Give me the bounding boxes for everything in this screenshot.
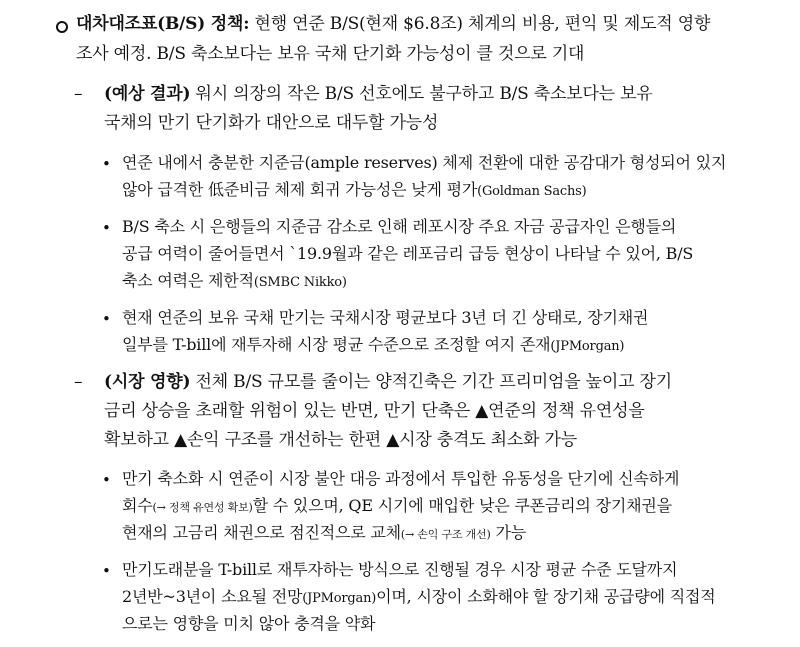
bullet-2-2-source: (JPMorgan) (302, 591, 377, 606)
section-2-line-3: 확보하고 ▲손익 구조를 개선하는 한편 ▲시장 충격도 최소화 가능 (104, 430, 577, 450)
heading-line-1 (76, 12, 710, 36)
bullet-2-1-text-3b: 가능 (490, 523, 526, 542)
hollow-circle-icon (56, 21, 68, 33)
section-2-title: (시장 영향) (104, 372, 191, 392)
section-2-dash: – (74, 372, 83, 392)
heading-colon: : (243, 14, 250, 34)
section-2-line-1 (104, 370, 672, 394)
bullet-2-1-line-1: 만기 축소화 시 연준이 시장 불안 대응 과정에서 투입한 유동성을 단기에 신속하게 (122, 469, 680, 488)
bullet-2-1-marker: • (102, 471, 111, 489)
bullet-2-1-line-2 (122, 494, 672, 520)
bullet-2-1-text-3a: 현재의 고금리 채권으로 점진적으로 교체 (122, 523, 401, 542)
bullet-2-2-text-2b: 이며, 시장이 소화해야 할 장기채 공급량에 직접적 (376, 587, 716, 606)
bullet-2-2-marker: • (102, 562, 111, 580)
bullet-1-2-line-3 (122, 269, 347, 295)
bullet-2-1-note-1: (→ 정책 유연성 확보) (152, 501, 253, 514)
bullet-2-1-line-3 (122, 521, 526, 547)
section-1-line-1 (104, 82, 653, 106)
section-1-title: (예상 결과) (104, 84, 191, 104)
bullet-1-2-line-2: 공급 여력이 줄어들면서 `19.9월과 같은 레포금리 급등 현상이 나타날 수 있어, B/S (122, 244, 694, 263)
bullet-1-3-line-1: 현재 연준의 보유 국채 만기는 국채시장 평균보다 3년 더 긴 상태로, 장기채권 (122, 308, 649, 327)
bullet-1-1-source: (Goldman Sachs) (477, 184, 587, 199)
bullet-1-3-line-2 (122, 333, 624, 359)
bullet-1-1-text-2: 않아 급격한 低준비금 체제 회귀 가능성은 낮게 평가 (122, 180, 478, 199)
bullet-2-1-text-2a: 회수 (122, 496, 153, 515)
section-1-line-2: 국채의 만기 단기화가 대안으로 대두할 가능성 (104, 113, 439, 133)
heading-label: 대차대조표(B/S) 정책 (76, 14, 244, 34)
bullet-1-3-text-2: 일부를 T-bill에 재투자해 시장 평균 수준으로 조정할 여지 존재 (122, 335, 551, 354)
bullet-2-2-line-1: 만기도래분을 T-bill로 재투자하는 방식으로 진행될 경우 시장 평균 수준 도달까지 (122, 560, 678, 579)
bullet-1-1-line-2 (122, 178, 587, 204)
bullet-1-3-marker: • (102, 310, 111, 328)
section-1-text-1: 워시 의장의 작은 B/S 선호에도 불구하고 B/S 축소보다는 보유 (190, 84, 653, 104)
bullet-1-1-marker: • (102, 155, 111, 173)
bullet-1-2-source: (SMBC Nikko) (253, 275, 347, 290)
heading-text-1: 현행 연준 B/S(현재 $6.8조) 체계의 비용, 편익 및 제도적 영향 (249, 14, 711, 34)
bullet-1-2-text-3: 축소 여력은 제한적 (122, 271, 254, 290)
heading-line-2: 조사 예정. B/S 축소보다는 보유 국채 단기화 가능성이 클 것으로 기대 (76, 44, 585, 64)
bullet-2-1-text-2b: 할 수 있으며, QE 시기에 매입한 낮은 쿠폰금리의 장기채권을 (252, 496, 672, 515)
bullet-2-2-line-3: 으로는 영향을 미치 않아 충격을 약화 (122, 614, 376, 633)
bullet-2-2-text-2a: 2년반~3년이 소요될 전망 (122, 587, 303, 606)
section-1-dash: – (74, 84, 83, 104)
bullet-1-3-source: (JPMorgan) (550, 339, 625, 354)
bullet-1-1-line-1: 연준 내에서 충분한 지준금(ample reserves) 체제 전환에 대한 공감대가 형성되어 있지 (122, 153, 727, 172)
bullet-1-2-marker: • (102, 219, 111, 237)
bullet-2-2-line-2 (122, 585, 715, 611)
bullet-2-1-note-2: (→ 손익 구조 개선) (400, 528, 491, 541)
section-2-text-1: 전체 B/S 규모를 줄이는 양적긴축은 기간 프리미엄을 높이고 장기 (190, 372, 672, 392)
bullet-1-2-line-1: B/S 축소 시 은행들의 지준금 감소로 인해 레포시장 주요 자금 공급자인 은행들의 (122, 217, 677, 236)
section-2-line-2: 금리 상승을 초래할 위험이 있는 반면, 만기 단축은 ▲연준의 정책 유연성을 (104, 401, 645, 421)
